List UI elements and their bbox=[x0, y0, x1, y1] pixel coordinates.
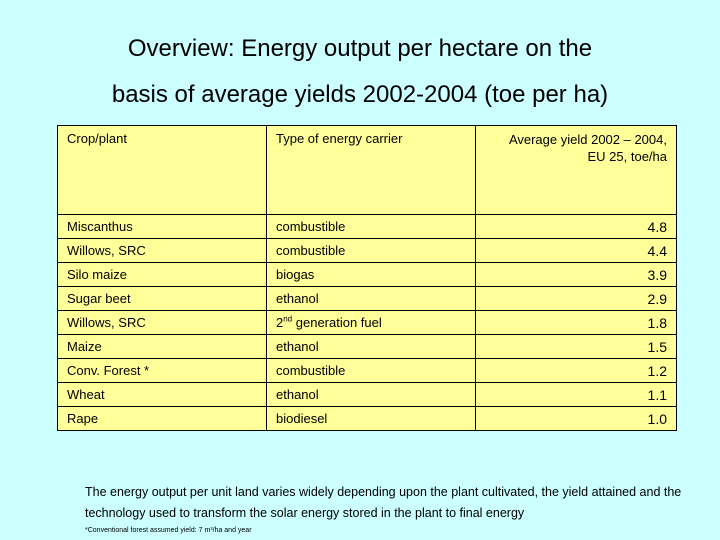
header-carrier: Type of energy carrier bbox=[267, 126, 476, 215]
cell-yield: 1.0 bbox=[476, 407, 677, 431]
carrier-ordinal-number: 2 bbox=[276, 315, 284, 330]
cell-crop: Rape bbox=[58, 407, 267, 431]
cell-yield: 1.8 bbox=[476, 311, 677, 335]
cell-carrier: biodiesel bbox=[267, 407, 476, 431]
cell-crop: Miscanthus bbox=[58, 215, 267, 239]
cell-yield: 3.9 bbox=[476, 263, 677, 287]
cell-yield: 2.9 bbox=[476, 287, 677, 311]
header-crop: Crop/plant bbox=[58, 126, 267, 215]
cell-carrier: ethanol bbox=[267, 287, 476, 311]
explanatory-note: The energy output per unit land varies widely depending upon the plant cultivated, the yield attained and the technology used to transform the solar energy stored in the plant to final energy bbox=[85, 485, 682, 520]
slide-title bbox=[0, 26, 720, 118]
table-row bbox=[58, 239, 677, 263]
table-row bbox=[58, 287, 677, 311]
table-row bbox=[58, 407, 677, 431]
title-line-2: basis of average yields 2002-2004 (toe per ha) bbox=[111, 81, 609, 108]
cell-yield: 1.1 bbox=[476, 383, 677, 407]
cell-yield: 1.5 bbox=[476, 335, 677, 359]
header-yield-line-1: Average yield 2002 – 2004, bbox=[508, 132, 667, 147]
energy-yield-table bbox=[57, 125, 677, 431]
header-yield-line-2: EU 25, toe/ha bbox=[587, 149, 667, 164]
table-header-row bbox=[58, 126, 677, 215]
cell-carrier: combustible bbox=[267, 215, 476, 239]
cell-crop: Conv. Forest * bbox=[58, 359, 267, 383]
table-row bbox=[58, 383, 677, 407]
cell-yield: 4.8 bbox=[476, 215, 677, 239]
cell-carrier bbox=[267, 311, 476, 335]
cell-crop: Willows, SRC bbox=[58, 311, 267, 335]
cell-crop: Willows, SRC bbox=[58, 239, 267, 263]
title-line-1: Overview: Energy output per hectare on the bbox=[127, 35, 593, 62]
table-row bbox=[58, 215, 677, 239]
cell-carrier: ethanol bbox=[267, 383, 476, 407]
cell-carrier: combustible bbox=[267, 359, 476, 383]
cell-crop: Sugar beet bbox=[58, 287, 267, 311]
header-yield bbox=[476, 126, 677, 215]
cell-carrier: biogas bbox=[267, 263, 476, 287]
carrier-ordinal-suffix: nd bbox=[283, 314, 293, 324]
cell-crop: Maize bbox=[58, 335, 267, 359]
cell-carrier: combustible bbox=[267, 239, 476, 263]
cell-yield: 1.2 bbox=[476, 359, 677, 383]
cell-crop: Wheat bbox=[58, 383, 267, 407]
table-row bbox=[58, 311, 677, 335]
energy-yield-table-container bbox=[57, 125, 677, 431]
carrier-text: generation fuel bbox=[292, 315, 382, 330]
table-row bbox=[58, 335, 677, 359]
cell-carrier: ethanol bbox=[267, 335, 476, 359]
cell-yield: 4.4 bbox=[476, 239, 677, 263]
cell-crop: Silo maize bbox=[58, 263, 267, 287]
table-row bbox=[58, 359, 677, 383]
table-row bbox=[58, 263, 677, 287]
footnote: *Conventional forest assumed yield: 7 m³/ha and year bbox=[85, 527, 252, 534]
